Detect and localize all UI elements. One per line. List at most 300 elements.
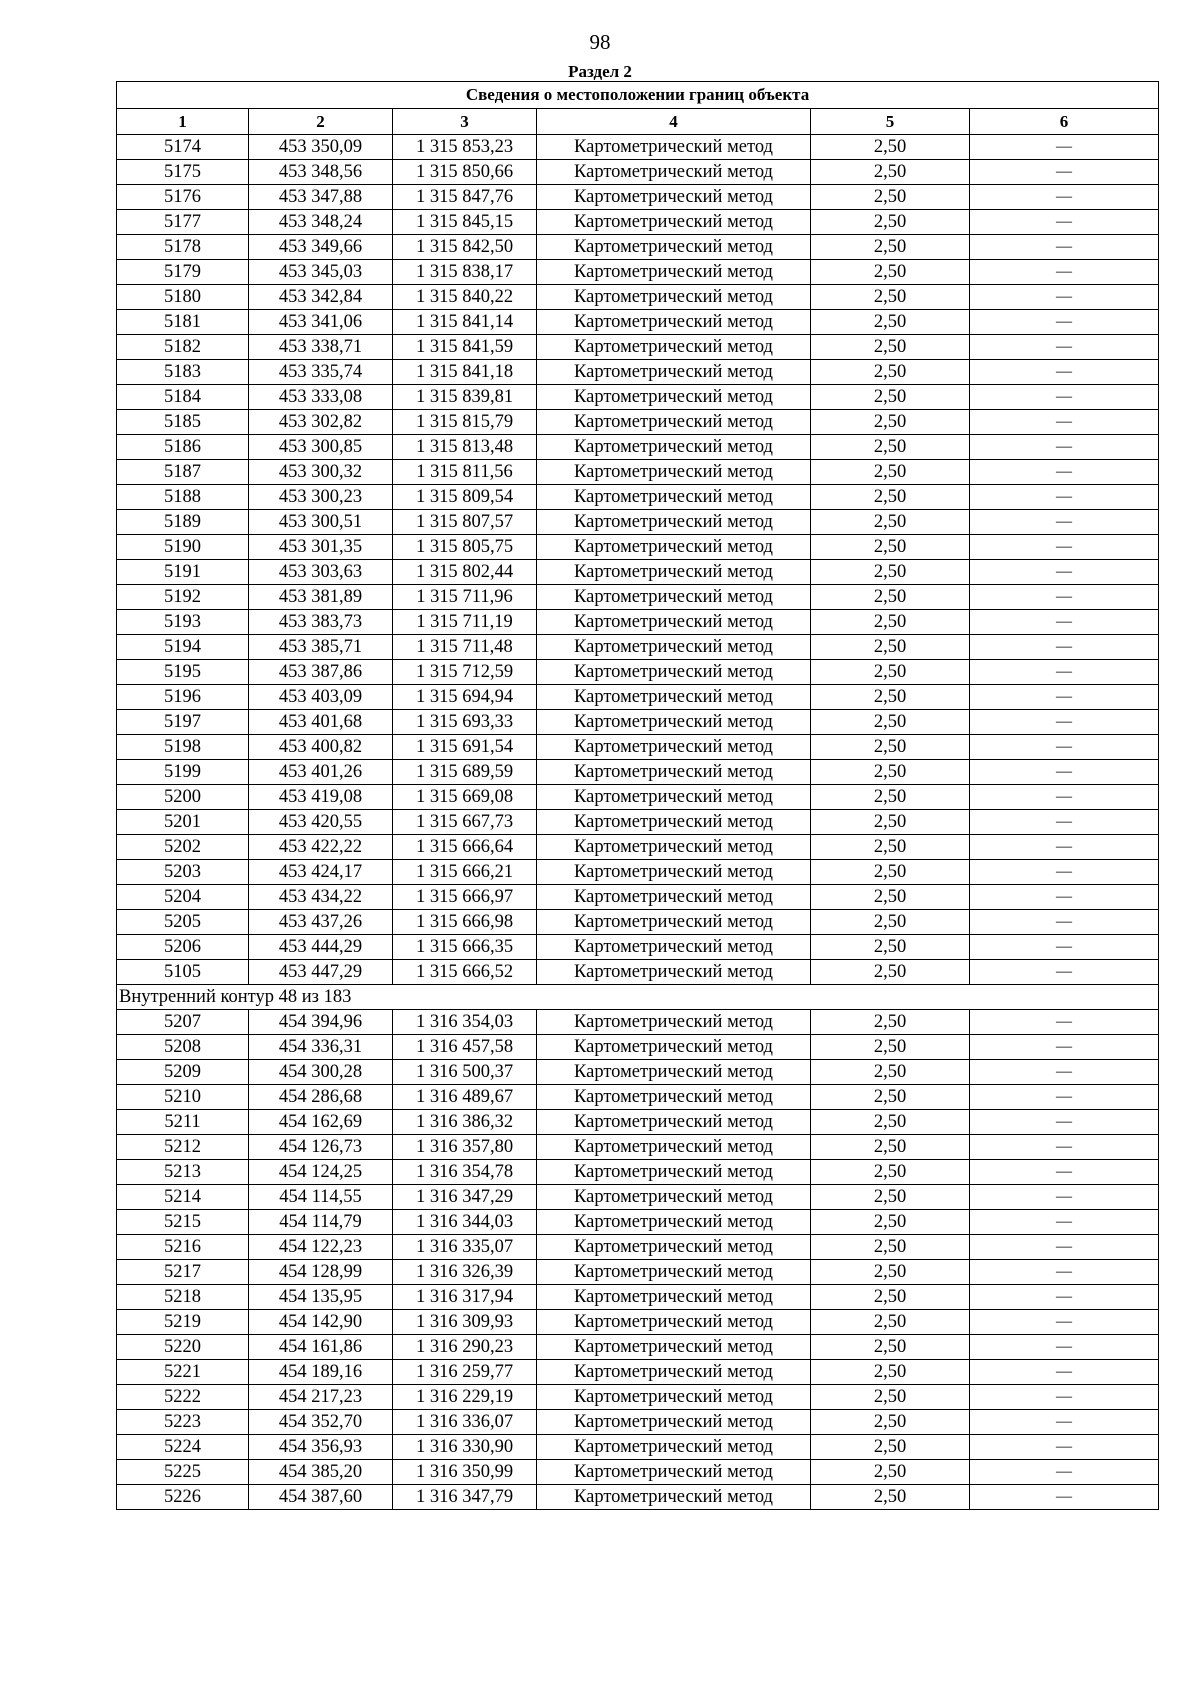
method-cell: Картометрический метод: [537, 260, 811, 285]
description-cell: —: [970, 410, 1159, 435]
point-number-cell: 5214: [117, 1185, 249, 1210]
point-number-cell: 5208: [117, 1035, 249, 1060]
method-cell: Картометрический метод: [537, 1360, 811, 1385]
y-coordinate-cell: 1 316 326,39: [393, 1260, 537, 1285]
x-coordinate-cell: 453 348,24: [249, 210, 393, 235]
table-row: [117, 1110, 1159, 1135]
x-coordinate-cell: 454 286,68: [249, 1085, 393, 1110]
table-row: [117, 585, 1159, 610]
point-number-cell: 5203: [117, 860, 249, 885]
point-number-cell: 5220: [117, 1335, 249, 1360]
point-number-cell: 5184: [117, 385, 249, 410]
point-number-cell: 5222: [117, 1385, 249, 1410]
description-cell: —: [970, 1310, 1159, 1335]
x-coordinate-cell: 453 350,09: [249, 135, 393, 160]
y-coordinate-cell: 1 315 845,15: [393, 210, 537, 235]
y-coordinate-cell: 1 315 811,56: [393, 460, 537, 485]
y-coordinate-cell: 1 316 347,79: [393, 1485, 537, 1510]
x-coordinate-cell: 454 385,20: [249, 1460, 393, 1485]
method-cell: Картометрический метод: [537, 1035, 811, 1060]
point-number-cell: 5217: [117, 1260, 249, 1285]
point-number-cell: 5202: [117, 835, 249, 860]
method-cell: Картометрический метод: [537, 185, 811, 210]
y-coordinate-cell: 1 316 336,07: [393, 1410, 537, 1435]
y-coordinate-cell: 1 316 350,99: [393, 1460, 537, 1485]
point-number-cell: 5182: [117, 335, 249, 360]
accuracy-cell: 2,50: [811, 535, 970, 560]
description-cell: —: [970, 1060, 1159, 1085]
method-cell: Картометрический метод: [537, 1460, 811, 1485]
description-cell: —: [970, 1460, 1159, 1485]
description-cell: —: [970, 1410, 1159, 1435]
method-cell: Картометрический метод: [537, 1435, 811, 1460]
description-cell: —: [970, 385, 1159, 410]
accuracy-cell: 2,50: [811, 135, 970, 160]
method-cell: Картометрический метод: [537, 1160, 811, 1185]
table-caption-row: [117, 82, 1159, 109]
point-number-cell: 5213: [117, 1160, 249, 1185]
point-number-cell: 5196: [117, 685, 249, 710]
method-cell: Картометрический метод: [537, 335, 811, 360]
x-coordinate-cell: 454 336,31: [249, 1035, 393, 1060]
point-number-cell: 5193: [117, 610, 249, 635]
description-cell: —: [970, 1485, 1159, 1510]
y-coordinate-cell: 1 316 309,93: [393, 1310, 537, 1335]
y-coordinate-cell: 1 315 711,96: [393, 585, 537, 610]
point-number-cell: 5192: [117, 585, 249, 610]
method-cell: Картометрический метод: [537, 710, 811, 735]
accuracy-cell: 2,50: [811, 1485, 970, 1510]
point-number-cell: 5195: [117, 660, 249, 685]
description-cell: —: [970, 1160, 1159, 1185]
description-cell: —: [970, 1260, 1159, 1285]
table-row: [117, 385, 1159, 410]
description-cell: —: [970, 1385, 1159, 1410]
accuracy-cell: 2,50: [811, 1010, 970, 1035]
x-coordinate-cell: 453 403,09: [249, 685, 393, 710]
method-cell: Картометрический метод: [537, 810, 811, 835]
point-number-cell: 5187: [117, 460, 249, 485]
column-number-row: [117, 109, 1159, 135]
description-cell: —: [970, 935, 1159, 960]
accuracy-cell: 2,50: [811, 435, 970, 460]
description-cell: —: [970, 960, 1159, 985]
description-cell: —: [970, 1010, 1159, 1035]
x-coordinate-cell: 453 401,26: [249, 760, 393, 785]
accuracy-cell: 2,50: [811, 860, 970, 885]
y-coordinate-cell: 1 315 666,64: [393, 835, 537, 860]
description-cell: —: [970, 710, 1159, 735]
method-cell: Картометрический метод: [537, 1335, 811, 1360]
x-coordinate-cell: 453 300,85: [249, 435, 393, 460]
accuracy-cell: 2,50: [811, 1360, 970, 1385]
accuracy-cell: 2,50: [811, 1310, 970, 1335]
x-coordinate-cell: 453 300,23: [249, 485, 393, 510]
x-coordinate-cell: 454 387,60: [249, 1485, 393, 1510]
table-row: [117, 1060, 1159, 1085]
description-cell: —: [970, 1035, 1159, 1060]
method-cell: Картометрический метод: [537, 1310, 811, 1335]
table-row: [117, 1360, 1159, 1385]
x-coordinate-cell: 454 122,23: [249, 1235, 393, 1260]
table-caption: Сведения о местоположении границ объекта: [117, 82, 1159, 109]
method-cell: Картометрический метод: [537, 285, 811, 310]
x-coordinate-cell: 453 400,82: [249, 735, 393, 760]
table-row: [117, 935, 1159, 960]
accuracy-cell: 2,50: [811, 885, 970, 910]
point-number-cell: 5197: [117, 710, 249, 735]
accuracy-cell: 2,50: [811, 835, 970, 860]
table-row: [117, 860, 1159, 885]
contour-subheading: Внутренний контур 48 из 183: [117, 985, 1159, 1010]
description-cell: —: [970, 560, 1159, 585]
method-cell: Картометрический метод: [537, 735, 811, 760]
page-number: 98: [589, 30, 611, 54]
boundary-coordinates-table: [116, 81, 1159, 1510]
x-coordinate-cell: 453 347,88: [249, 185, 393, 210]
x-coordinate-cell: 453 447,29: [249, 960, 393, 985]
column-number-3: 3: [393, 109, 537, 135]
x-coordinate-cell: 454 128,99: [249, 1260, 393, 1285]
description-cell: —: [970, 235, 1159, 260]
x-coordinate-cell: 453 342,84: [249, 285, 393, 310]
y-coordinate-cell: 1 315 666,35: [393, 935, 537, 960]
method-cell: Картометрический метод: [537, 935, 811, 960]
x-coordinate-cell: 454 161,86: [249, 1335, 393, 1360]
y-coordinate-cell: 1 316 386,32: [393, 1110, 537, 1135]
y-coordinate-cell: 1 315 850,66: [393, 160, 537, 185]
x-coordinate-cell: 454 114,55: [249, 1185, 393, 1210]
table-row: [117, 560, 1159, 585]
method-cell: Картометрический метод: [537, 210, 811, 235]
table-row: [117, 360, 1159, 385]
accuracy-cell: 2,50: [811, 1410, 970, 1435]
point-number-cell: 5209: [117, 1060, 249, 1085]
accuracy-cell: 2,50: [811, 960, 970, 985]
accuracy-cell: 2,50: [811, 510, 970, 535]
x-coordinate-cell: 453 381,89: [249, 585, 393, 610]
description-cell: —: [970, 1110, 1159, 1135]
accuracy-cell: 2,50: [811, 610, 970, 635]
x-coordinate-cell: 453 349,66: [249, 235, 393, 260]
method-cell: Картометрический метод: [537, 1235, 811, 1260]
x-coordinate-cell: 453 424,17: [249, 860, 393, 885]
y-coordinate-cell: 1 315 809,54: [393, 485, 537, 510]
y-coordinate-cell: 1 315 693,33: [393, 710, 537, 735]
description-cell: —: [970, 1185, 1159, 1210]
table-row: [117, 460, 1159, 485]
description-cell: —: [970, 1235, 1159, 1260]
point-number-cell: 5201: [117, 810, 249, 835]
column-number-2: 2: [249, 109, 393, 135]
method-cell: Картометрический метод: [537, 635, 811, 660]
method-cell: Картометрический метод: [537, 235, 811, 260]
point-number-cell: 5225: [117, 1460, 249, 1485]
y-coordinate-cell: 1 315 691,54: [393, 735, 537, 760]
description-cell: —: [970, 760, 1159, 785]
y-coordinate-cell: 1 315 667,73: [393, 810, 537, 835]
table-row: [117, 1260, 1159, 1285]
accuracy-cell: 2,50: [811, 785, 970, 810]
description-cell: —: [970, 160, 1159, 185]
accuracy-cell: 2,50: [811, 1210, 970, 1235]
description-cell: —: [970, 1435, 1159, 1460]
method-cell: Картометрический метод: [537, 360, 811, 385]
table-row: [117, 760, 1159, 785]
accuracy-cell: 2,50: [811, 335, 970, 360]
table-row: [117, 810, 1159, 835]
method-cell: Картометрический метод: [537, 910, 811, 935]
point-number-cell: 5212: [117, 1135, 249, 1160]
y-coordinate-cell: 1 315 712,59: [393, 660, 537, 685]
table-row: [117, 885, 1159, 910]
method-cell: Картометрический метод: [537, 1285, 811, 1310]
table-row: [117, 1410, 1159, 1435]
y-coordinate-cell: 1 315 840,22: [393, 285, 537, 310]
method-cell: Картометрический метод: [537, 460, 811, 485]
table-row: [117, 735, 1159, 760]
y-coordinate-cell: 1 315 807,57: [393, 510, 537, 535]
column-number-1: 1: [117, 109, 249, 135]
method-cell: Картометрический метод: [537, 1385, 811, 1410]
description-cell: —: [970, 135, 1159, 160]
accuracy-cell: 2,50: [811, 1185, 970, 1210]
point-number-cell: 5198: [117, 735, 249, 760]
point-number-cell: 5186: [117, 435, 249, 460]
method-cell: Картометрический метод: [537, 1060, 811, 1085]
description-cell: —: [970, 460, 1159, 485]
table-row: [117, 285, 1159, 310]
point-number-cell: 5221: [117, 1360, 249, 1385]
accuracy-cell: 2,50: [811, 460, 970, 485]
table-row: [117, 960, 1159, 985]
method-cell: Картометрический метод: [537, 385, 811, 410]
point-number-cell: 5218: [117, 1285, 249, 1310]
table-row: [117, 1310, 1159, 1335]
point-number-cell: 5194: [117, 635, 249, 660]
method-cell: Картометрический метод: [537, 535, 811, 560]
description-cell: —: [970, 435, 1159, 460]
accuracy-cell: 2,50: [811, 935, 970, 960]
y-coordinate-cell: 1 316 229,19: [393, 1385, 537, 1410]
point-number-cell: 5200: [117, 785, 249, 810]
y-coordinate-cell: 1 316 330,90: [393, 1435, 537, 1460]
x-coordinate-cell: 453 335,74: [249, 360, 393, 385]
description-cell: —: [970, 1210, 1159, 1235]
x-coordinate-cell: 454 142,90: [249, 1310, 393, 1335]
table-row: [117, 135, 1159, 160]
table-row: [117, 1035, 1159, 1060]
table-row: [117, 185, 1159, 210]
table-row: [117, 1485, 1159, 1510]
x-coordinate-cell: 453 383,73: [249, 610, 393, 635]
y-coordinate-cell: 1 315 842,50: [393, 235, 537, 260]
x-coordinate-cell: 454 114,79: [249, 1210, 393, 1235]
y-coordinate-cell: 1 315 666,98: [393, 910, 537, 935]
point-number-cell: 5215: [117, 1210, 249, 1235]
y-coordinate-cell: 1 316 290,23: [393, 1335, 537, 1360]
accuracy-cell: 2,50: [811, 285, 970, 310]
table-row: [117, 1335, 1159, 1360]
point-number-cell: 5177: [117, 210, 249, 235]
point-number-cell: 5191: [117, 560, 249, 585]
x-coordinate-cell: 454 352,70: [249, 1410, 393, 1435]
method-cell: Картометрический метод: [537, 1135, 811, 1160]
point-number-cell: 5105: [117, 960, 249, 985]
point-number-cell: 5189: [117, 510, 249, 535]
table-row: [117, 235, 1159, 260]
x-coordinate-cell: 453 422,22: [249, 835, 393, 860]
point-number-cell: 5204: [117, 885, 249, 910]
description-cell: —: [970, 335, 1159, 360]
accuracy-cell: 2,50: [811, 810, 970, 835]
accuracy-cell: 2,50: [811, 185, 970, 210]
x-coordinate-cell: 453 401,68: [249, 710, 393, 735]
description-cell: —: [970, 260, 1159, 285]
description-cell: —: [970, 660, 1159, 685]
y-coordinate-cell: 1 316 354,78: [393, 1160, 537, 1185]
table-row: [117, 1085, 1159, 1110]
y-coordinate-cell: 1 315 839,81: [393, 385, 537, 410]
table-row: [117, 485, 1159, 510]
table-row: [117, 210, 1159, 235]
table-row: [117, 435, 1159, 460]
point-number-cell: 5211: [117, 1110, 249, 1135]
description-cell: —: [970, 835, 1159, 860]
point-number-cell: 5179: [117, 260, 249, 285]
method-cell: Картометрический метод: [537, 1410, 811, 1435]
description-cell: —: [970, 1360, 1159, 1385]
y-coordinate-cell: 1 315 666,97: [393, 885, 537, 910]
table-row: [117, 510, 1159, 535]
table-row: [117, 410, 1159, 435]
description-cell: —: [970, 535, 1159, 560]
point-number-cell: 5188: [117, 485, 249, 510]
table-row: [117, 335, 1159, 360]
description-cell: —: [970, 1335, 1159, 1360]
method-cell: Картометрический метод: [537, 1260, 811, 1285]
section-title: Раздел 2: [568, 62, 632, 81]
method-cell: Картометрический метод: [537, 560, 811, 585]
point-number-cell: 5185: [117, 410, 249, 435]
table-row: [117, 1185, 1159, 1210]
table-row: [117, 660, 1159, 685]
description-cell: —: [970, 635, 1159, 660]
description-cell: —: [970, 810, 1159, 835]
method-cell: Картометрический метод: [537, 410, 811, 435]
description-cell: —: [970, 185, 1159, 210]
y-coordinate-cell: 1 315 841,14: [393, 310, 537, 335]
description-cell: —: [970, 885, 1159, 910]
accuracy-cell: 2,50: [811, 1135, 970, 1160]
description-cell: —: [970, 585, 1159, 610]
y-coordinate-cell: 1 315 694,94: [393, 685, 537, 710]
table-row: [117, 1160, 1159, 1185]
y-coordinate-cell: 1 315 666,52: [393, 960, 537, 985]
column-number-4: 4: [537, 109, 811, 135]
x-coordinate-cell: 453 303,63: [249, 560, 393, 585]
accuracy-cell: 2,50: [811, 360, 970, 385]
point-number-cell: 5219: [117, 1310, 249, 1335]
accuracy-cell: 2,50: [811, 1460, 970, 1485]
method-cell: Картометрический метод: [537, 1110, 811, 1135]
method-cell: Картометрический метод: [537, 785, 811, 810]
x-coordinate-cell: 454 300,28: [249, 1060, 393, 1085]
point-number-cell: 5181: [117, 310, 249, 335]
y-coordinate-cell: 1 315 841,18: [393, 360, 537, 385]
method-cell: Картометрический метод: [537, 685, 811, 710]
x-coordinate-cell: 454 126,73: [249, 1135, 393, 1160]
y-coordinate-cell: 1 315 689,59: [393, 760, 537, 785]
x-coordinate-cell: 453 420,55: [249, 810, 393, 835]
x-coordinate-cell: 453 348,56: [249, 160, 393, 185]
point-number-cell: 5216: [117, 1235, 249, 1260]
x-coordinate-cell: 454 162,69: [249, 1110, 393, 1135]
accuracy-cell: 2,50: [811, 310, 970, 335]
accuracy-cell: 2,50: [811, 1335, 970, 1360]
y-coordinate-cell: 1 315 841,59: [393, 335, 537, 360]
y-coordinate-cell: 1 316 500,37: [393, 1060, 537, 1085]
accuracy-cell: 2,50: [811, 210, 970, 235]
accuracy-cell: 2,50: [811, 1160, 970, 1185]
y-coordinate-cell: 1 316 344,03: [393, 1210, 537, 1235]
point-number-cell: 5199: [117, 760, 249, 785]
accuracy-cell: 2,50: [811, 560, 970, 585]
table-row: [117, 685, 1159, 710]
x-coordinate-cell: 453 385,71: [249, 635, 393, 660]
x-coordinate-cell: 454 124,25: [249, 1160, 393, 1185]
method-cell: Картометрический метод: [537, 135, 811, 160]
point-number-cell: 5210: [117, 1085, 249, 1110]
column-number-5: 5: [811, 109, 970, 135]
method-cell: Картометрический метод: [537, 485, 811, 510]
y-coordinate-cell: 1 315 813,48: [393, 435, 537, 460]
description-cell: —: [970, 1285, 1159, 1310]
point-number-cell: 5223: [117, 1410, 249, 1435]
x-coordinate-cell: 453 302,82: [249, 410, 393, 435]
method-cell: Картометрический метод: [537, 1010, 811, 1035]
table-row: [117, 310, 1159, 335]
point-number-cell: 5190: [117, 535, 249, 560]
method-cell: Картометрический метод: [537, 1085, 811, 1110]
table-row: [117, 635, 1159, 660]
method-cell: Картометрический метод: [537, 1210, 811, 1235]
description-cell: —: [970, 860, 1159, 885]
method-cell: Картометрический метод: [537, 1185, 811, 1210]
point-number-cell: 5224: [117, 1435, 249, 1460]
table-row: [117, 1460, 1159, 1485]
method-cell: Картометрический метод: [537, 1485, 811, 1510]
y-coordinate-cell: 1 315 666,21: [393, 860, 537, 885]
x-coordinate-cell: 453 301,35: [249, 535, 393, 560]
description-cell: —: [970, 1085, 1159, 1110]
x-coordinate-cell: 453 387,86: [249, 660, 393, 685]
y-coordinate-cell: 1 316 457,58: [393, 1035, 537, 1060]
table-row: [117, 1435, 1159, 1460]
contour-subheading-row: [117, 985, 1159, 1010]
method-cell: Картометрический метод: [537, 510, 811, 535]
y-coordinate-cell: 1 316 335,07: [393, 1235, 537, 1260]
y-coordinate-cell: 1 315 711,48: [393, 635, 537, 660]
accuracy-cell: 2,50: [811, 710, 970, 735]
x-coordinate-cell: 454 217,23: [249, 1385, 393, 1410]
description-cell: —: [970, 785, 1159, 810]
point-number-cell: 5176: [117, 185, 249, 210]
y-coordinate-cell: 1 316 357,80: [393, 1135, 537, 1160]
table-row: [117, 535, 1159, 560]
x-coordinate-cell: 454 356,93: [249, 1435, 393, 1460]
method-cell: Картометрический метод: [537, 585, 811, 610]
